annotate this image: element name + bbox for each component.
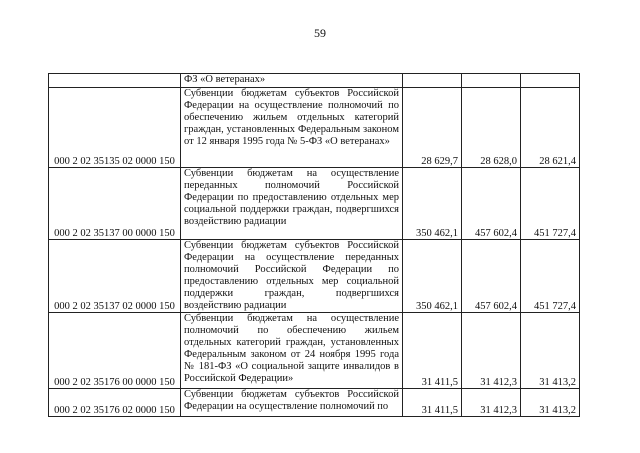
amount-1: 28 629,7 bbox=[403, 88, 462, 168]
amount-2 bbox=[462, 74, 521, 88]
amount-1: 31 411,5 bbox=[403, 313, 462, 389]
item-description: Субвенции бюджетам на осуществление переданных полномочий Российской Федерации по предоставлению отдельных мер социальной поддержки граждан, подвергшихся воздействию радиации bbox=[181, 168, 403, 240]
item-description: ФЗ «О ветеранах» bbox=[181, 74, 403, 88]
amount-3: 451 727,4 bbox=[521, 168, 580, 240]
amount-2: 31 412,3 bbox=[462, 313, 521, 389]
table-row bbox=[49, 74, 580, 88]
budget-code: 000 2 02 35135 02 0000 150 bbox=[49, 88, 181, 168]
budget-code: 000 2 02 35176 00 0000 150 bbox=[49, 313, 181, 389]
amount-3: 28 621,4 bbox=[521, 88, 580, 168]
table-row bbox=[49, 168, 580, 240]
amount-2: 28 628,0 bbox=[462, 88, 521, 168]
amount-3: 31 413,2 bbox=[521, 389, 580, 417]
table-row bbox=[49, 389, 580, 417]
item-description: Субвенции бюджетам субъектов Российской Федерации на осуществление полномочий по bbox=[181, 389, 403, 417]
amount-1: 350 462,1 bbox=[403, 168, 462, 240]
amount-2: 457 602,4 bbox=[462, 168, 521, 240]
item-description: Субвенции бюджетам на осуществление полномочий по обеспечению жильем отдельных категорий граждан, установленных Федеральным законом от 24 ноября 1995 года № 181-ФЗ «О социальной защите инвалидов в Российской Федерации» bbox=[181, 313, 403, 389]
amount-1: 31 411,5 bbox=[403, 389, 462, 417]
item-description: Субвенции бюджетам субъектов Российской Федерации на осуществление полномочий по обеспечению жильем отдельных категорий граждан, установленных Федеральным законом от 12 января 1995 года № 5-ФЗ «О ветеранах» bbox=[181, 88, 403, 168]
amount-2: 457 602,4 bbox=[462, 240, 521, 313]
table-row bbox=[49, 313, 580, 389]
amount-2: 31 412,3 bbox=[462, 389, 521, 417]
table-row bbox=[49, 240, 580, 313]
page-number: 59 bbox=[314, 26, 326, 40]
amount-3: 451 727,4 bbox=[521, 240, 580, 313]
budget-code bbox=[49, 74, 181, 88]
item-description: Субвенции бюджетам субъектов Российской Федерации на осуществление переданных полномочий Российской Федерации по предоставлению отдельных мер социальной поддержки граждан, подвергшихся воздействию радиации bbox=[181, 240, 403, 313]
amount-3 bbox=[521, 74, 580, 88]
budget-code: 000 2 02 35137 02 0000 150 bbox=[49, 240, 181, 313]
amount-1: 350 462,1 bbox=[403, 240, 462, 313]
table-row bbox=[49, 88, 580, 168]
amount-3: 31 413,2 bbox=[521, 313, 580, 389]
amount-1 bbox=[403, 74, 462, 88]
budget-code: 000 2 02 35176 02 0000 150 bbox=[49, 389, 181, 417]
budget-code: 000 2 02 35137 00 0000 150 bbox=[49, 168, 181, 240]
budget-table bbox=[48, 73, 580, 417]
